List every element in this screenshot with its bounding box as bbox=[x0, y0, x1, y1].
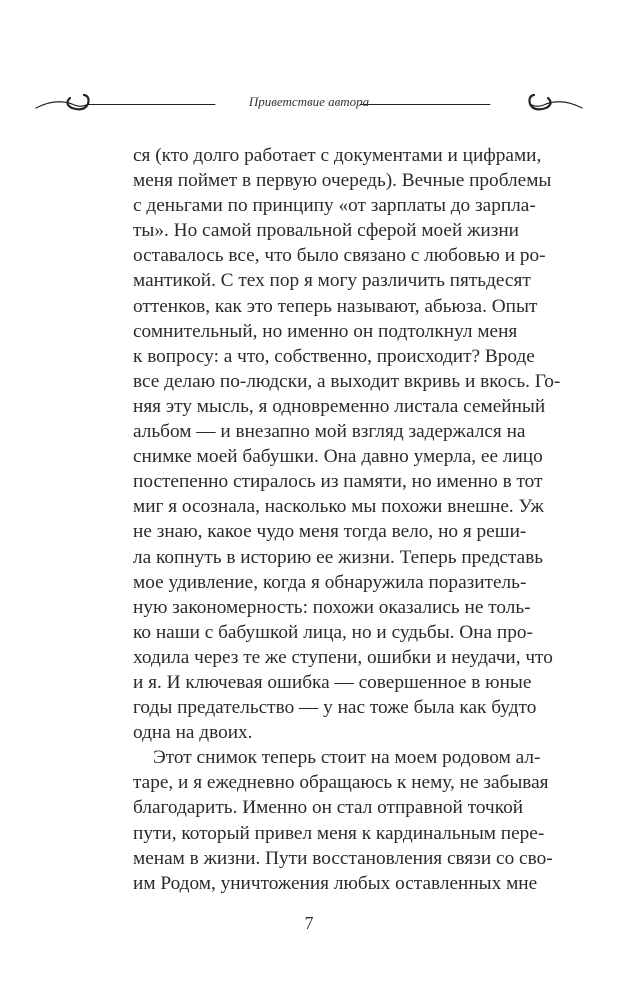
text-line: ся (кто долго работает с документами и цифрами, bbox=[133, 145, 542, 166]
body-text bbox=[133, 143, 561, 896]
text-line: мое удивление, когда я обнаружила поразитель- bbox=[133, 571, 527, 593]
text-line: все делаю по-людски, а выходит вкривь и вкось. Го- bbox=[133, 370, 561, 392]
chapter-title: Приветствие автора bbox=[248, 94, 370, 109]
text-line: няя эту мысль, я одновременно листала семейный bbox=[133, 395, 546, 417]
running-header bbox=[0, 86, 618, 120]
text-line: им Родом, уничтожения любых оставленных мне bbox=[133, 872, 538, 894]
text-line: мантикой. С тех пор я могу различить пятьдесят bbox=[133, 270, 531, 292]
text-line: альбом — и внезапно мой взгляд задержался на bbox=[133, 421, 526, 443]
text-line: оттенков, как это теперь называют, абьюза. Опыт bbox=[133, 295, 538, 317]
text-line: годы предательство — у нас тоже была как будто bbox=[133, 697, 537, 719]
text-line: ную закономерность: похожи оказались не толь- bbox=[133, 596, 531, 618]
text-line: не знаю, какое чудо меня тогда вело, но я реши- bbox=[133, 521, 527, 543]
text-line: благодарить. Именно он стал отправной точкой bbox=[133, 797, 524, 819]
page-number: 7 bbox=[304, 913, 314, 933]
text-line: оставалось все, что было связано с любовью и ро- bbox=[133, 245, 546, 267]
paragraph bbox=[133, 143, 561, 745]
text-line: пути, который привел меня к кардинальным пере- bbox=[133, 822, 545, 844]
text-line: снимке моей бабушки. Она давно умерла, ее лицо bbox=[133, 446, 543, 468]
text-line: одна на двоих. bbox=[133, 722, 253, 744]
text-line: сомнительный, но именно он подтолкнул меня bbox=[133, 320, 518, 342]
text-line: меня поймет в первую очередь). Вечные проблемы bbox=[133, 170, 552, 192]
text-line: менам в жизни. Пути восстановления связи со сво- bbox=[133, 847, 553, 869]
text-line: к вопросу: а что, собственно, происходит? Вроде bbox=[133, 345, 535, 367]
text-line: с деньгами по принципу «от зарплаты до зарпла- bbox=[133, 195, 536, 217]
paragraph bbox=[133, 745, 553, 896]
text-line: ты». Но самой провальной сферой моей жизни bbox=[133, 220, 520, 242]
text-line: ла копнуть в историю ее жизни. Теперь представь bbox=[133, 546, 544, 568]
text-line: таре, и я ежедневно обращаюсь к нему, не забывая bbox=[133, 772, 549, 794]
text-line: ко наши с бабушкой лица, но и судьбы. Она про- bbox=[133, 621, 533, 643]
text-line: и я. И ключевая ошибка — совершенное в юные bbox=[133, 671, 532, 693]
text-line: постепенно стиралось из памяти, но именно в тот bbox=[133, 471, 543, 493]
text-line: ходила через те же ступени, ошибки и неудачи, что bbox=[133, 646, 553, 668]
text-line: миг я осознала, насколько мы похожи внешне. Уж bbox=[133, 496, 544, 518]
text-line: Этот снимок теперь стоит на моем родовом ал- bbox=[153, 747, 541, 769]
